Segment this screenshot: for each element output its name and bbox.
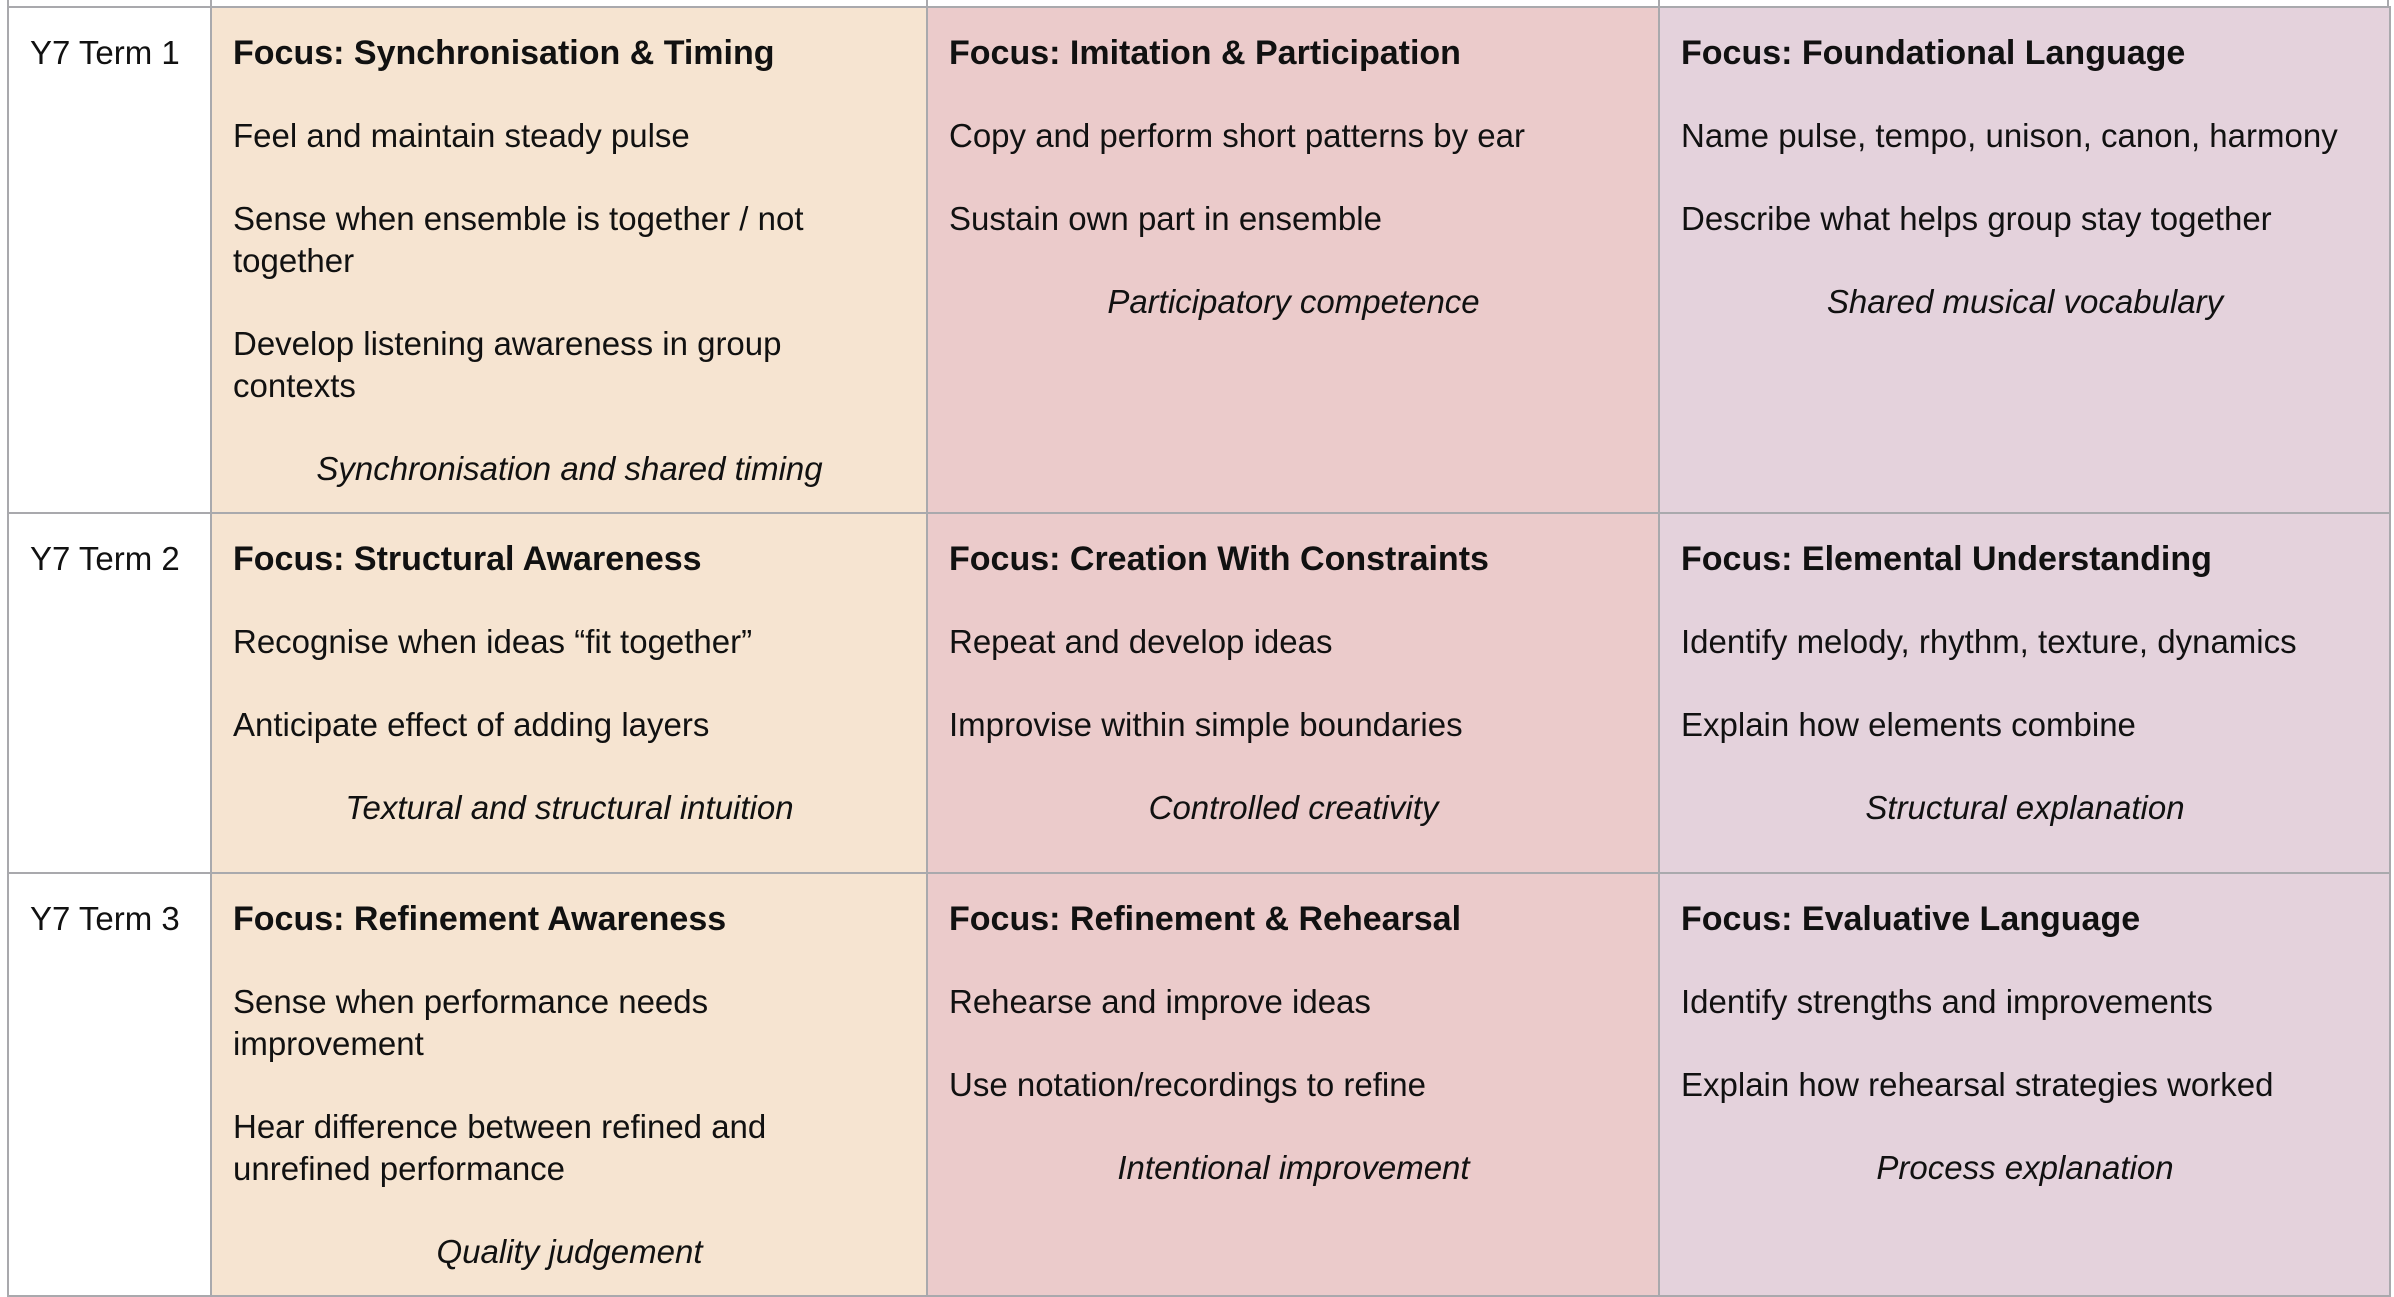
focus-item: Recognise when ideas “fit together”	[233, 623, 753, 660]
table-row-term-2	[8, 513, 2390, 873]
term-label-cell	[8, 7, 211, 513]
focus-title: Focus: Refinement Awareness	[233, 900, 727, 938]
focus-item: Rehearse and improve ideas	[949, 983, 1371, 1020]
table-row-term-3	[8, 873, 2390, 1296]
focus-cell-language	[1659, 7, 2390, 513]
curriculum-table	[7, 6, 2391, 1297]
focus-cell-performing	[211, 7, 927, 513]
focus-summary: Participatory competence	[1107, 283, 1480, 320]
focus-cell-creating	[927, 513, 1659, 873]
focus-summary: Quality judgement	[436, 1233, 703, 1270]
focus-title: Focus: Synchronisation & Timing	[233, 34, 775, 72]
table-row-term-1	[8, 7, 2390, 513]
focus-item: Anticipate effect of adding layers	[233, 706, 710, 743]
term-label-cell	[8, 513, 211, 873]
focus-title: Focus: Structural Awareness	[233, 540, 702, 578]
focus-item: Hear difference between refined and unrefined performance	[233, 1108, 767, 1187]
focus-summary: Synchronisation and shared timing	[316, 450, 823, 487]
focus-summary: Shared musical vocabulary	[1826, 283, 2224, 320]
focus-cell-creating	[927, 7, 1659, 513]
focus-item: Identify strengths and improvements	[1681, 983, 2213, 1020]
focus-item: Sense when performance needs improvement	[233, 983, 709, 1062]
focus-item: Identify melody, rhythm, texture, dynamics	[1681, 623, 2297, 660]
focus-title: Focus: Evaluative Language	[1681, 900, 2141, 938]
focus-cell-language	[1659, 873, 2390, 1296]
focus-item: Use notation/recordings to refine	[949, 1066, 1426, 1103]
focus-summary: Controlled creativity	[1148, 789, 1439, 826]
focus-item: Sustain own part in ensemble	[949, 200, 1382, 237]
focus-title: Focus: Refinement & Rehearsal	[949, 900, 1462, 938]
focus-cell-performing	[211, 513, 927, 873]
focus-title: Focus: Imitation & Participation	[949, 34, 1461, 72]
focus-cell-performing	[211, 873, 927, 1296]
focus-item: Sense when ensemble is together / not together	[233, 200, 804, 279]
focus-summary: Process explanation	[1876, 1149, 2174, 1186]
focus-title: Focus: Creation With Constraints	[949, 540, 1489, 578]
focus-cell-creating	[927, 873, 1659, 1296]
focus-item: Improvise within simple boundaries	[949, 706, 1463, 743]
focus-item: Describe what helps group stay together	[1681, 200, 2272, 237]
focus-title: Focus: Elemental Understanding	[1681, 540, 2212, 578]
focus-item: Feel and maintain steady pulse	[233, 117, 690, 154]
focus-item: Explain how rehearsal strategies worked	[1681, 1066, 2274, 1103]
focus-cell-language	[1659, 513, 2390, 873]
focus-title: Focus: Foundational Language	[1681, 34, 2186, 72]
term-label: Y7 Term 2	[30, 540, 180, 577]
focus-item: Copy and perform short patterns by ear	[949, 117, 1525, 154]
term-label-cell	[8, 873, 211, 1296]
focus-item: Explain how elements combine	[1681, 706, 2136, 743]
focus-summary: Intentional improvement	[1117, 1149, 1470, 1186]
focus-summary: Textural and structural intuition	[345, 789, 794, 826]
focus-summary: Structural explanation	[1865, 789, 2185, 826]
term-label: Y7 Term 3	[30, 900, 180, 937]
focus-item: Repeat and develop ideas	[949, 623, 1333, 660]
term-label: Y7 Term 1	[30, 34, 180, 71]
focus-item: Develop listening awareness in group contexts	[233, 325, 782, 404]
focus-item: Name pulse, tempo, unison, canon, harmony	[1681, 117, 2338, 154]
